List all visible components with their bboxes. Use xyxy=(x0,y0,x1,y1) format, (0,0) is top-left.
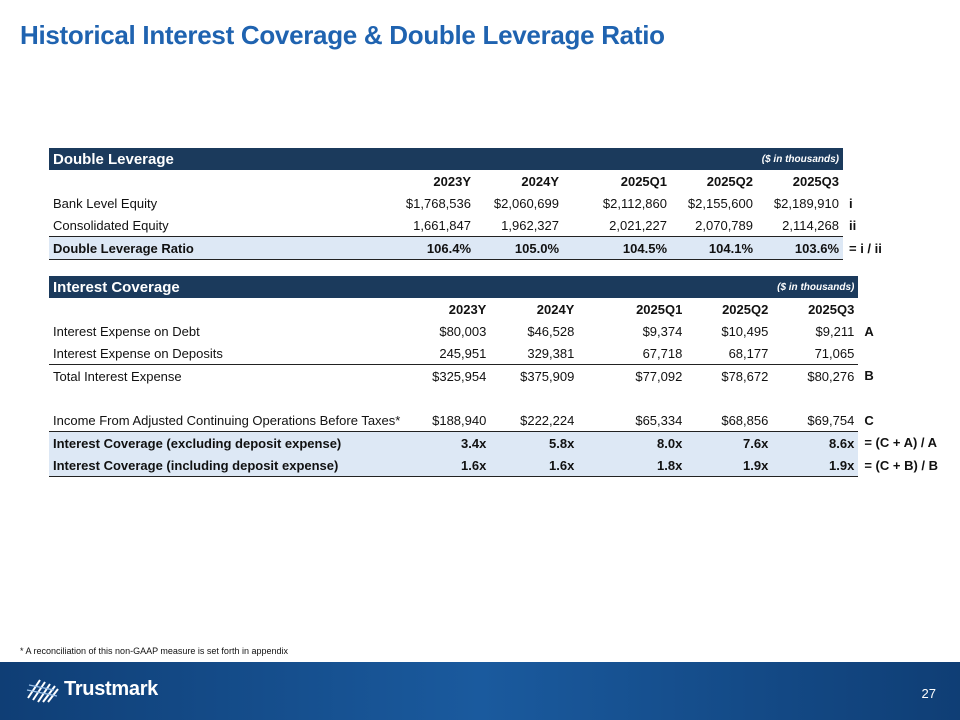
brand-name: Trustmark xyxy=(64,678,159,700)
trustmark-logo-icon xyxy=(26,676,60,704)
cell: 8.0x xyxy=(604,432,686,455)
cell: 104.5% xyxy=(589,237,671,260)
column-header: 2025Q2 xyxy=(706,173,753,189)
column-header: 2025Q3 xyxy=(792,173,839,189)
cell: 3.4x xyxy=(404,432,490,455)
footer-bar xyxy=(0,662,960,720)
cell: $80,276 xyxy=(772,365,858,388)
cell: $9,374 xyxy=(642,323,683,339)
cell: $375,909 xyxy=(490,365,578,388)
cell: 1,661,847 xyxy=(413,217,471,233)
cell: $2,060,699 xyxy=(493,195,559,211)
row-label: Consolidated Equity xyxy=(53,217,169,233)
row-note xyxy=(858,342,954,365)
interest-coverage-header xyxy=(49,276,954,298)
cell: $2,155,600 xyxy=(687,195,753,211)
column-header: 2024Y xyxy=(521,173,559,189)
double-leverage-title: Double Leverage xyxy=(49,148,671,170)
row-label: Bank Level Equity xyxy=(53,195,158,211)
cell: $2,112,860 xyxy=(602,195,667,211)
column-header: 2025Q2 xyxy=(722,301,769,317)
row-label: Interest Expense on Debt xyxy=(53,323,200,339)
row-label: Total Interest Expense xyxy=(49,365,404,388)
cell: $69,754 xyxy=(807,412,855,428)
row-label: Interest Expense on Deposits xyxy=(53,345,223,361)
column-header: 2025Q3 xyxy=(808,301,855,317)
row-note: = (C + B) / B xyxy=(864,457,939,473)
cell: 106.4% xyxy=(389,237,475,260)
footnote: * A reconciliation of this non-GAAP measure is set forth in appendix xyxy=(20,646,288,656)
interest-coverage-table xyxy=(49,276,954,477)
cell: $65,334 xyxy=(635,412,683,428)
cell: $77,092 xyxy=(604,365,686,388)
double-leverage-table xyxy=(49,148,939,260)
cell: 67,718 xyxy=(642,345,683,361)
cell: 329,381 xyxy=(527,345,575,361)
table-row-highlight xyxy=(49,454,954,477)
row-note: B xyxy=(864,368,874,384)
column-header: 2025Q1 xyxy=(620,173,667,189)
cell: 2,114,268 xyxy=(782,217,839,233)
row-note: A xyxy=(864,323,874,339)
table-row-highlight xyxy=(49,237,939,260)
cell: $46,528 xyxy=(527,323,575,339)
cell: 5.8x xyxy=(490,432,578,455)
row-label: Income From Adjusted Continuing Operations Before Taxes* xyxy=(53,412,401,428)
cell: 1.6x xyxy=(490,454,578,477)
column-header: 2024Y xyxy=(536,301,575,317)
cell: $325,954 xyxy=(404,365,490,388)
row-note: ii xyxy=(849,217,857,233)
cell: $2,189,910 xyxy=(773,195,839,211)
column-header: 2023Y xyxy=(448,301,487,317)
cell: 68,177 xyxy=(728,345,769,361)
column-header: 2025Q1 xyxy=(636,301,683,317)
cell: 103.6% xyxy=(757,237,843,260)
cell: 245,951 xyxy=(439,345,487,361)
row-note: i xyxy=(849,195,853,211)
row-label: Interest Coverage (excluding deposit expense) xyxy=(49,432,404,455)
cell: $1,768,536 xyxy=(405,195,471,211)
cell: 71,065 xyxy=(814,345,855,361)
cell: 1.9x xyxy=(772,454,858,477)
page-number: 27 xyxy=(921,686,936,701)
cell: 8.6x xyxy=(772,432,858,455)
double-leverage-column-headers xyxy=(49,170,939,192)
cell: $9,211 xyxy=(815,323,855,339)
cell: 1.8x xyxy=(604,454,686,477)
table-row xyxy=(49,320,954,342)
page-title: Historical Interest Coverage & Double Leverage Ratio xyxy=(20,20,665,50)
interest-coverage-unit: ($ in thousands) xyxy=(686,276,858,298)
cell: 1.9x xyxy=(686,454,772,477)
row-note: = i / ii xyxy=(849,240,882,256)
table-row xyxy=(49,342,954,365)
cell: $78,672 xyxy=(686,365,772,388)
cell: $10,495 xyxy=(721,323,769,339)
cell: 1,962,327 xyxy=(501,217,559,233)
table-row xyxy=(49,409,954,432)
row-label: Interest Coverage (including deposit expense) xyxy=(49,454,404,477)
cell: 105.0% xyxy=(475,237,563,260)
cell: $80,003 xyxy=(439,323,487,339)
table-row-highlight xyxy=(49,432,954,455)
row-note: C xyxy=(864,412,874,428)
interest-coverage-title: Interest Coverage xyxy=(49,276,686,298)
table-row xyxy=(49,192,939,214)
double-leverage-header xyxy=(49,148,939,170)
table-row xyxy=(49,214,939,237)
double-leverage-unit: ($ in thousands) xyxy=(671,148,843,170)
row-note: = (C + A) / A xyxy=(864,435,938,451)
interest-coverage-column-headers xyxy=(49,298,954,320)
cell: 7.6x xyxy=(686,432,772,455)
column-header: 2023Y xyxy=(433,173,471,189)
cell: $68,856 xyxy=(721,412,769,428)
cell: $222,224 xyxy=(520,412,575,428)
cell: 104.1% xyxy=(671,237,757,260)
cell: 2,070,789 xyxy=(695,217,753,233)
cell: 1.6x xyxy=(404,454,490,477)
row-label: Double Leverage Ratio xyxy=(49,237,389,260)
table-row xyxy=(49,365,954,388)
cell: $188,940 xyxy=(432,412,487,428)
cell: 2,021,227 xyxy=(609,217,667,233)
